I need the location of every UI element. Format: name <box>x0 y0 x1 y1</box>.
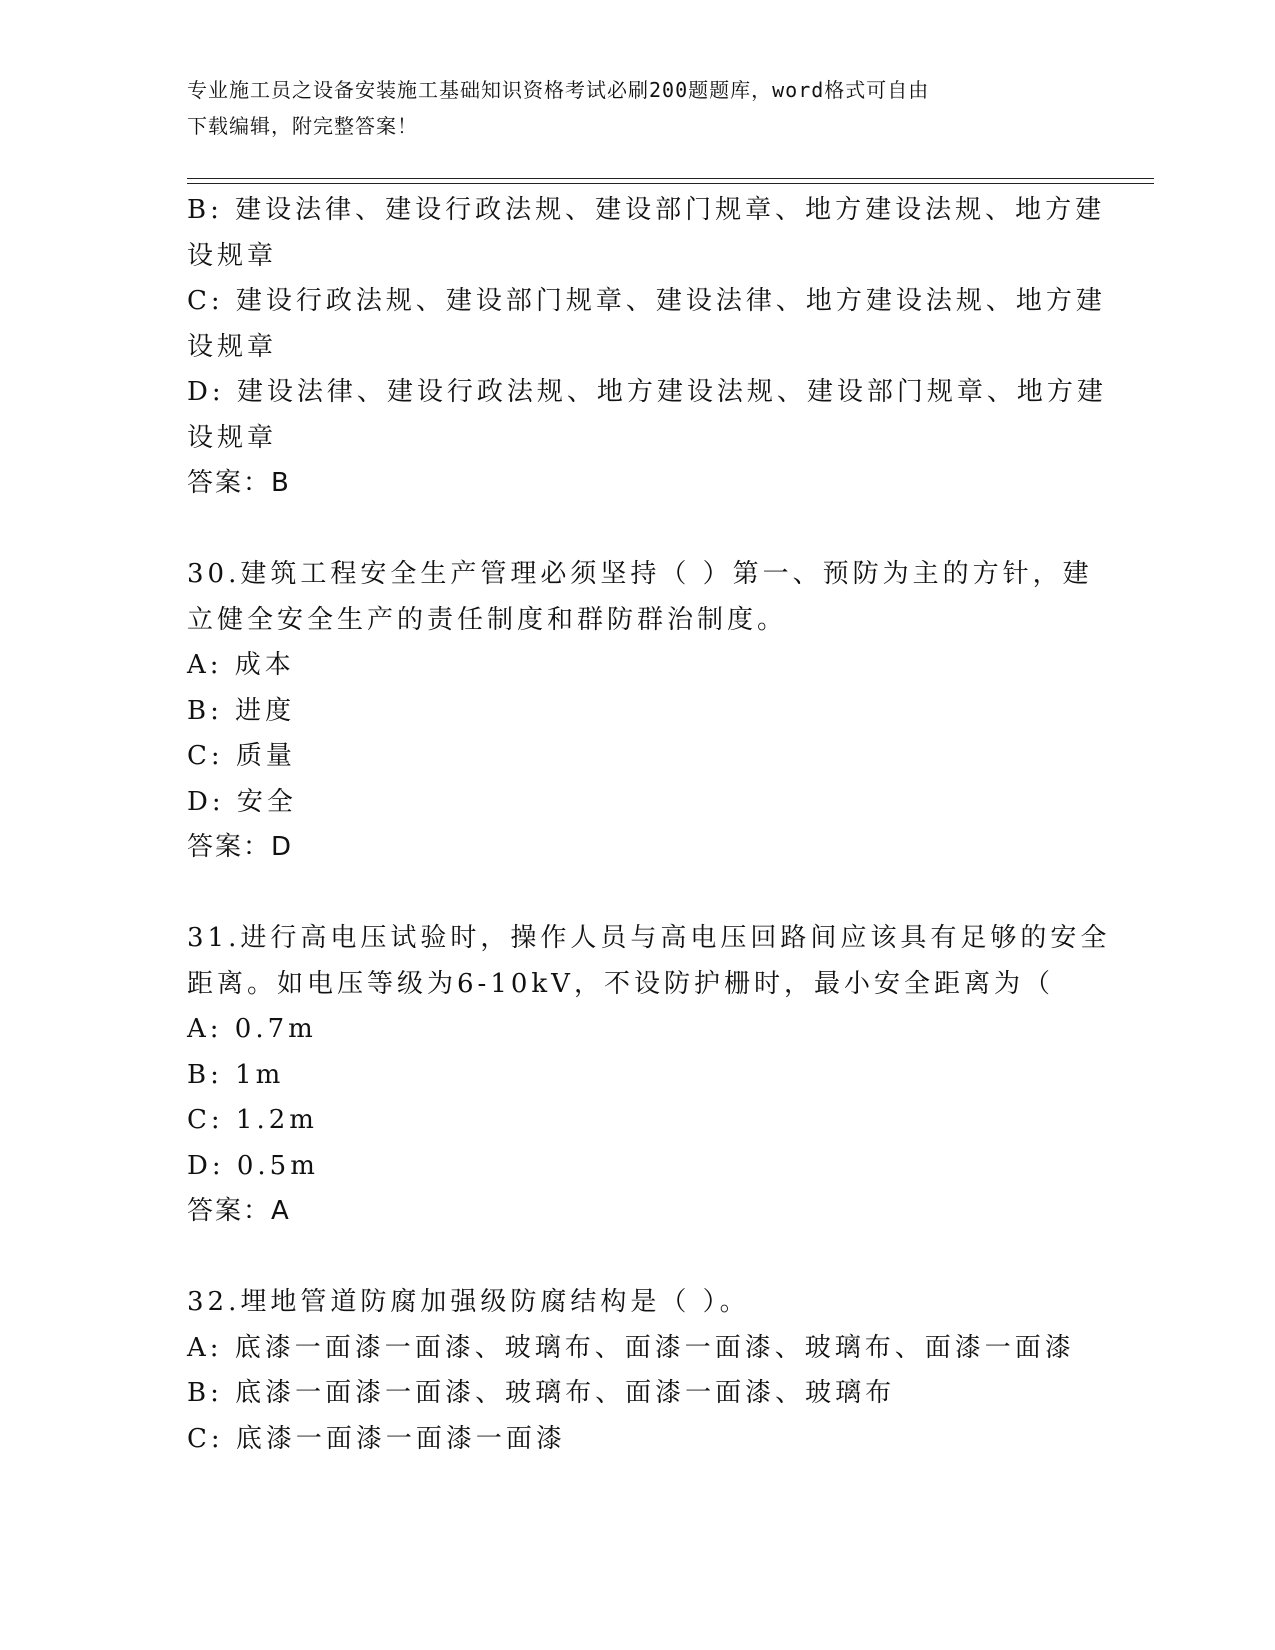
question-32 <box>187 1280 1087 1462</box>
question-spacer <box>187 871 1087 917</box>
option-a: A: 成本 <box>187 650 295 680</box>
question-stem-line-2: 距离。如电压等级为6-10kV，不设防护栅时，最小安全距离为（ <box>187 968 1054 999</box>
question-31 <box>187 916 1111 1235</box>
option-b: B: 1m <box>187 1059 285 1090</box>
header-line-1: 专业施工员之设备安装施工基础知识资格考试必刷200题题库，word格式可自由 <box>187 78 930 102</box>
header-line-2: 下载编辑，附完整答案！ <box>187 114 418 138</box>
question-stem-line-2: 立健全安全生产的责任制度和群防群治制度。 <box>187 604 788 635</box>
question-spacer <box>187 507 1087 553</box>
question-stem-line-1: 31.进行高电压试验时，操作人员与高电压回路间应该具有足够的安全 <box>187 923 1111 953</box>
option-c-line-1: C: 建设行政法规、建设部门规章、建设法律、地方建设法规、地方建 <box>187 286 1106 316</box>
answer-line: 答案：D <box>187 832 294 862</box>
option-b: B: 底漆一面漆一面漆、玻璃布、面漆一面漆、玻璃布 <box>187 1378 896 1408</box>
document-header <box>187 72 1087 144</box>
question-list <box>187 188 1111 1462</box>
answer-line: 答案：B <box>187 468 291 498</box>
question-29 <box>187 188 1107 507</box>
question-stem-line-1: 32.埋地管道防腐加强级防腐结构是（ ）。 <box>187 1287 750 1317</box>
option-c: C: 底漆一面漆一面漆一面漆 <box>187 1423 566 1454</box>
answer-line: 答案：A <box>187 1196 291 1226</box>
question-stem-line-1: 30.建筑工程安全生产管理必须坚持（ ）第一、预防为主的方针，建 <box>187 559 1093 589</box>
option-b-line-1: B: 建设法律、建设行政法规、建设部门规章、地方建设法规、地方建 <box>187 195 1106 225</box>
option-c-line-2: 设规章 <box>187 331 278 362</box>
option-c: C: 质量 <box>187 741 296 771</box>
option-d-line-1: D: 建设法律、建设行政法规、地方建设法规、建设部门规章、地方建 <box>187 377 1107 407</box>
option-d: D: 安全 <box>187 786 297 817</box>
header-divider-top <box>187 178 1154 179</box>
option-b-line-2: 设规章 <box>187 240 278 271</box>
question-30 <box>187 552 1093 871</box>
option-c: C: 1.2m <box>187 1105 318 1135</box>
option-d-line-2: 设规章 <box>187 422 278 453</box>
option-a: A: 底漆一面漆一面漆、玻璃布、面漆一面漆、玻璃布、面漆一面漆 <box>187 1332 1075 1363</box>
option-d: D: 0.5m <box>187 1150 319 1181</box>
header-divider-bottom <box>187 183 1154 184</box>
option-b: B: 进度 <box>187 695 296 726</box>
question-spacer <box>187 1235 1087 1281</box>
option-a: A: 0.7m <box>187 1014 317 1044</box>
